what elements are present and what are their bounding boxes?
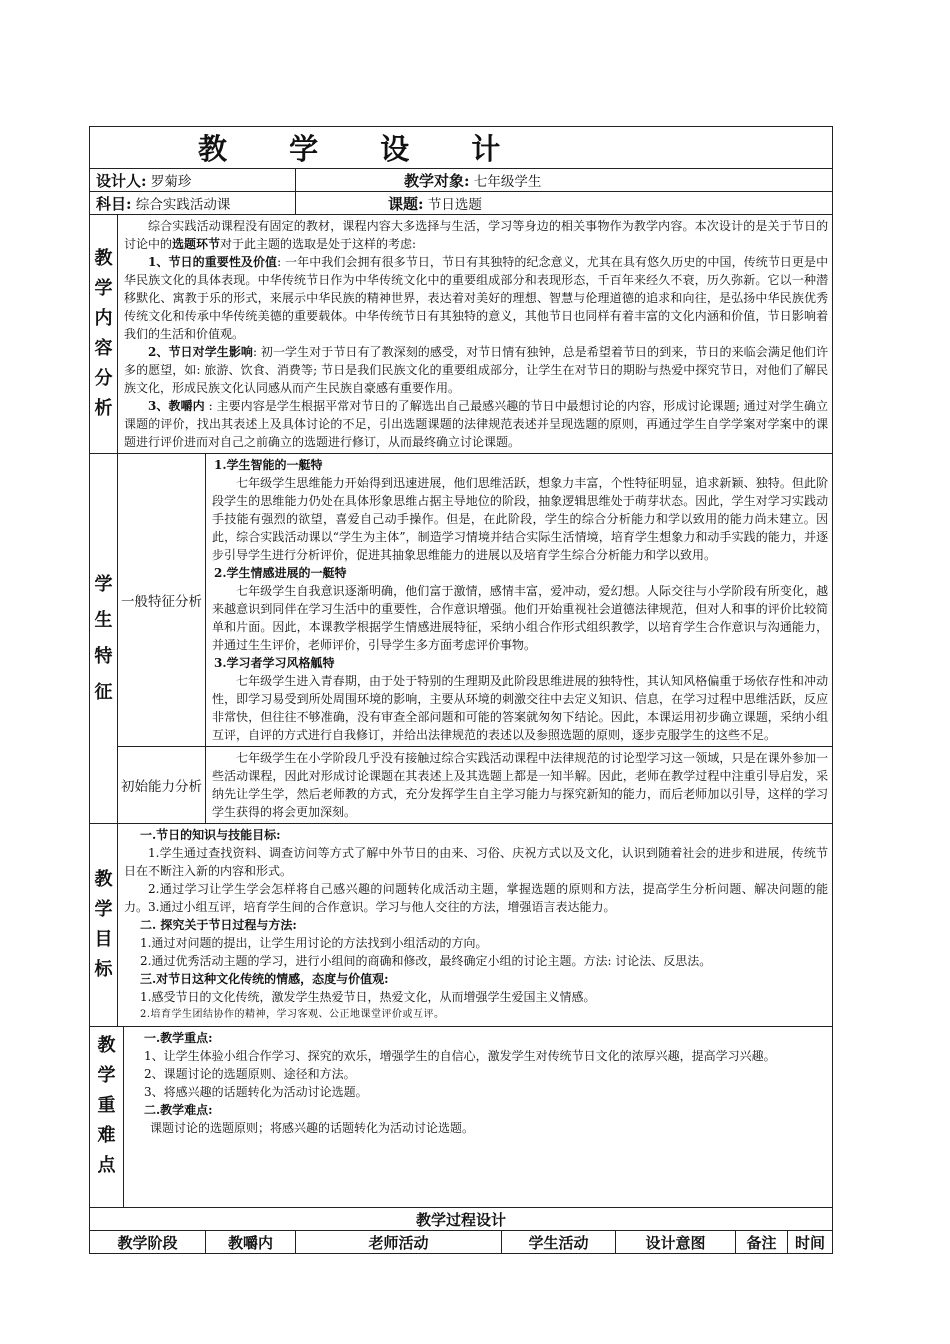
general-features-body: 1.学生智能的一艇特 七年级学生思维能力开始得到迅速进展，他们思维活跃，想象力丰富，个性特征明显，追求新颖、独特。但此阶段学生的思维能力仍处在具体形象思维占据主导地位的阶段，抽象逻辑思维处于萌芽状态。因此，学生对学习实践动手技能有强烈的欲望，喜爱自己动手操作。但是，在此阶段，学生的综合分析能力和学以致用的能力尚未建立。因此，综合实践活动课以“学生为主体”，制造学习情境并结合实际生活情境，培育学生想象力和动手实践的能力，并逐步引导学生进行分析评价，促进其抽象思维能力的进展以及培育学生综合分析能力和学以致用。 2.学生情感进展的一艇特 七年级学生自我意识逐渐明确，他们富于激情，感情丰富，爱冲动，爱幻想。人际交往与小学阶段有所变化，越来越意识到同伴在学习生活中的重要性，合作意识增强。他们开始重视社会道德法律规范，但对人和事的评价比较简单和片面。因此，本课教学根据学生情感进展特征，采纳小组合作形式组织教学，以培育学生合作意识与沟通能力，并通过生生评价，老师评价，引导学生多方面考虑评价事物。 3.学习者学习风格觚特 七年级学生进入青春期，由于处于特别的生理期及此阶段思维进展的独特性，其认知风格偏重于场依存性和冲动性，即学习易受到所处周围环境的影响，主要从环境的刺激交往中去定义知识、信息，在学习过程中思维活跃，反应非常快，但往往不够准确，没有审查全部问题和可能的答案就匆匆下结论。因此，本课运用初步确立课题，采纳小组互评，自评的方式进行自我修订，并给出法律规范的表述以及参照选题的原则，逐步克服学生的这些不足。 bbox=[206, 454, 833, 747]
designer-cell bbox=[90, 169, 296, 192]
topic-value: 节日选题 bbox=[427, 196, 482, 213]
key-points-side-label: 教学重难点 bbox=[90, 1027, 124, 1208]
subject-cell bbox=[90, 192, 296, 215]
process-title: 教学过程设计 bbox=[90, 1208, 833, 1231]
col-header-stage: 教学阶段 bbox=[90, 1231, 206, 1254]
initial-ability-body: 七年级学生在小学阶段几乎没有接触过综合实践活动课程中法律规范的讨论型学习这一领域，只是在课外参加一些活动课程，因此对形成讨论课题在其表述上及其选题上都是一知半解。因此，老师在教学过程中注重引导启发，采纳先让学生学，然后老师教的方式，充分发挥学生自主学习能力与探究新知的能力，而后老师加以引导，这样的学习学生获得的将会更加深刻。 bbox=[206, 747, 833, 824]
subject-label: 科目: bbox=[96, 194, 132, 213]
lesson-plan-table bbox=[89, 126, 833, 1254]
col-header-time: 时间 bbox=[788, 1231, 833, 1254]
topic-cell bbox=[296, 192, 833, 215]
objectives-side-label: 教学目标 bbox=[90, 824, 118, 1027]
lesson-plan-document bbox=[89, 126, 832, 1254]
subject-value: 综合实践活动课 bbox=[135, 196, 231, 213]
topic-label: 课题: bbox=[388, 194, 424, 213]
audience-value: 七年级学生 bbox=[473, 173, 542, 190]
designer-value: 罗菊珍 bbox=[150, 173, 192, 190]
objectives-body: 一.节日的知识与技能目标: 1.学生通过查找资料、调查访问等方式了解中外节日的由来、习俗、庆祝方式以及文化，认识到随着社会的进步和进展，传统节日在不断注入新的内容和形式。 2.通过学习让学生学会怎样将自己感兴趣的问题转化成活动主题，掌握选题的原则和方法，提高学生分析问题、解决问题的能力。3.通过小组互评，培育学生间的合作意识。学习与他人交往的方法，增强语言表达能力。 二. 探究关于节日过程与方法: 1.通过对问题的提出，让学生用讨论的方法找到小组活动的方向。 2.通过优秀活动主题的学习，进行小组间的商确和修改，最终确定小组的讨论主题。方法: 讨论法、反思法。 三.对节日这种文化传统的情感，态度与价值观: 1.感受节日的文化传统，激发学生热爱节日，热爱文化，从而增强学生爱国主义情感。 2.培育学生团结协作的精神，学习客观、公正地课堂评价或互评。 bbox=[118, 824, 833, 1027]
col-header-notes: 备注 bbox=[736, 1231, 788, 1254]
general-features-label: 一般特征分析 bbox=[118, 454, 206, 747]
document-title-cell bbox=[90, 127, 833, 169]
col-header-teacher-activity: 老师活动 bbox=[296, 1231, 502, 1254]
document-title: 教 学 设 计 bbox=[198, 132, 527, 166]
initial-ability-label: 初始能力分析 bbox=[118, 747, 206, 824]
designer-label: 设计人: bbox=[96, 171, 147, 190]
col-header-content: 教嚼内 bbox=[206, 1231, 296, 1254]
content-analysis-side-label: 教学内容分析 bbox=[90, 215, 118, 454]
student-features-side-label: 学生特征 bbox=[90, 454, 118, 824]
key-points-body: 一.教学重点: 1、让学生体验小组合作学习、探究的欢乐，增强学生的自信心，激发学生对传统节日文化的浓厚兴趣，提高学习兴趣。 2、课题讨论的选题原则、途径和方法。 3、将感兴趣的话题转化为活动讨论选题。 二.教学难点: 课题讨论的选题原则；将感兴趣的话题转化为活动讨论选题。 bbox=[124, 1027, 833, 1208]
col-header-student-activity: 学生活动 bbox=[502, 1231, 616, 1254]
audience-label: 教学对象: bbox=[404, 171, 470, 190]
content-analysis-body: 综合实践活动课程没有固定的教材，课程内容大多选择与生活，学习等身边的相关事物作为教学内容。本次设计的是关于节日的讨论中的选题环节对于此主题的选取是处于这样的考虑: 1、节日的重要性及价值: 一年中我们会拥有很多节日，节日有其独特的纪念意义，尤其在具有悠久历史的中国，传统节日更是中华民族文化的具体表现。中华传统节日作为中华传统文化中的重要组成部分和表现形态，千百年来经久不衰，历久弥新。它以一种潜移默化、寓教于乐的形式，来展示中华民族的精神世界，表达着对美好的理想、智慧与伦理道德的追求和向往，是弘扬中华民族优秀传统文化和传承中华传统美德的重要载体。中华传统节日有其独特的意义，其他节日也同样有着丰富的文化内涵和价值，节日影响着我们的生活和价值观。 2、节日对学生影响: 初一学生对于节日有了教深刻的感受，对节日情有独钟，总是希望着节日的到来，节日的来临会满足他们许多的愿望，如: 旅游、饮食、消费等; 节日是我们民族文化的重要组成部分，让学生在对节日的期盼与热爱中探究节日，对他们了解民族文化，形成民族文化认同感从而产生民族自豪感有重要作用。 3、教嚼内 : 主要内容是学生根据平常对节日的了解选出自己最感兴趣的节日中最想讨论的内容，形成讨论课题; 通过对学生确立课题的评价，找出其表述上及具体讨论的不足，引出选题课题的法律规范表述并呈现选题的原则，再通过学生自学学案对学案中的课题进行评价进而对自己之前确立的选题进行修订，从而最终确立讨论课题。 bbox=[118, 215, 833, 454]
audience-cell bbox=[296, 169, 833, 192]
col-header-design-intent: 设计意图 bbox=[616, 1231, 736, 1254]
